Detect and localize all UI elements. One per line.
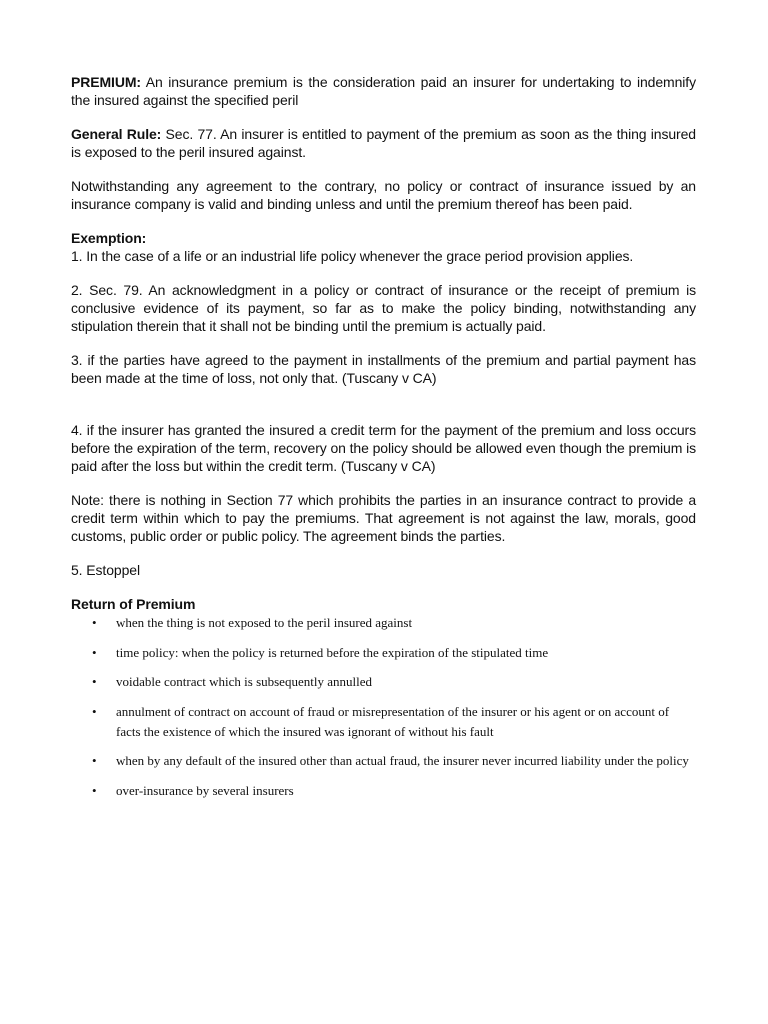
bullet-icon: • [92, 782, 97, 798]
premium-definition: An insurance premium is the consideration paid an insurer for undertaking to indemnify the insured against the specified peril [71, 74, 696, 108]
exemption-item-1: 1. In the case of a life or an industrial life policy whenever the grace period provision applies. [71, 248, 634, 264]
return-of-premium-list [71, 613, 696, 801]
bullet-icon: • [92, 615, 97, 630]
list-item-text: annulment of contract on account of fraud or misrepresentation of the insurer or his agent or on account of facts the existence of which the insured was ignorant of without his fault [116, 703, 670, 739]
notwithstanding-paragraph: Notwithstanding any agreement to the contrary, no policy or contract of insurance issued by an insurance company is valid and binding unless and until the premium thereof has been paid. [71, 178, 696, 212]
exemption-note: Note: there is nothing in Section 77 which prohibits the parties in an insurance contract to provide a credit term within which to pay the premiums. That agreement is not against the law, morals, good customs, public order or public policy. The agreement binds the parties. [71, 492, 696, 544]
bullet-icon: • [92, 703, 97, 719]
exemption-item-2: 2. Sec. 79. An acknowledgment in a policy or contract of insurance or the receipt of premium is conclusive evidence of its payment, so far as to make the policy binding, notwithstanding any stipulation therein that it shall not be binding until the premium is actually paid. [71, 282, 696, 334]
list-item-text: time policy: when the policy is returned before the expiration of the stipulated time [116, 644, 549, 660]
list-item-text: over-insurance by several insurers [116, 782, 294, 798]
exemption-heading: Exemption: [71, 230, 147, 246]
bullet-icon: • [92, 753, 97, 768]
list-item [71, 643, 696, 663]
list-item-text: when by any default of the insured other than actual fraud, the insurer never incurred liability under the policy [116, 753, 689, 768]
list-item [71, 702, 696, 742]
return-of-premium-heading: Return of Premium [71, 596, 196, 612]
exemption-item-4: 4. if the insurer has granted the insured a credit term for the payment of the premium and loss occurs before the expiration of the term, recovery on the policy should be allowed even though the premium is paid after the loss but within the credit term. (Tuscany v CA) [71, 422, 696, 474]
general-rule-label: General Rule: [71, 126, 162, 142]
premium-label: PREMIUM: [71, 74, 141, 90]
list-item [71, 751, 696, 771]
bullet-icon: • [92, 674, 97, 689]
list-item-text: voidable contract which is subsequently annulled [116, 674, 372, 689]
list-item [71, 781, 696, 801]
list-item-text: when the thing is not exposed to the peril insured against [116, 615, 413, 630]
document-page [71, 73, 696, 810]
exemption-item-3: 3. if the parties have agreed to the payment in installments of the premium and partial payment has been made at the time of loss, not only that. (Tuscany v CA) [71, 352, 696, 386]
general-rule-text: Sec. 77. An insurer is entitled to payment of the premium as soon as the thing insured is exposed to the peril insured against. [71, 126, 696, 160]
premium-paragraph [71, 73, 696, 109]
general-rule-paragraph [71, 125, 696, 161]
list-item [71, 672, 696, 692]
bullet-icon: • [92, 644, 97, 660]
exemption-item-5: 5. Estoppel [71, 562, 140, 578]
list-item [71, 613, 696, 633]
